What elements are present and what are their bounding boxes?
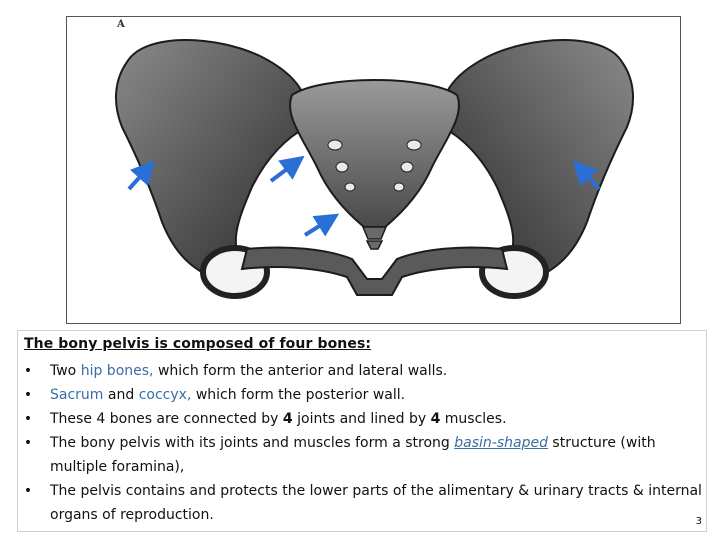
term-coccyx: coccyx,	[138, 387, 192, 403]
bullet-list	[18, 359, 706, 527]
left-ilium	[116, 40, 308, 277]
pubic-arch	[242, 247, 507, 295]
bullet-dot: •	[23, 387, 33, 403]
bullet-basin-structure: • The bony pelvis with its joints and muscles form a strong basin-shaped structure (with multiple foramina),	[18, 431, 706, 479]
bullet-joints-muscles: • These 4 bones are connected by 4 joints and lined by 4 muscles.	[18, 407, 706, 431]
bullet-dot: •	[23, 483, 33, 499]
bullet-dot: •	[23, 363, 33, 379]
basin-shaped-link[interactable]: basin-shaped	[454, 435, 548, 451]
coccyx	[363, 227, 386, 249]
pelvis-drawing	[67, 17, 681, 324]
figure-label: A	[117, 19, 125, 30]
term-sacrum: Sacrum	[50, 387, 104, 403]
term-hip-bones: hip bones,	[80, 363, 154, 379]
right-ilium	[441, 40, 633, 277]
bullet-sacrum-coccyx: • Sacrum and coccyx, which form the posterior wall.	[18, 383, 706, 407]
bullet-pelvis-contents: • The pelvis contains and protects the lower parts of the alimentary & urinary tracts & internal organs of reproduction.	[18, 479, 706, 527]
bullet-dot: •	[23, 435, 33, 451]
sacrum	[290, 80, 459, 227]
caption-box	[17, 330, 707, 532]
bullet-dot: •	[23, 411, 33, 427]
slide-heading: The bony pelvis is composed of four bones:	[24, 336, 372, 352]
pelvis-illustration	[66, 16, 681, 324]
page-number: 3	[695, 516, 702, 527]
bullet-hip-bones: • Two hip bones, which form the anterior and lateral walls.	[18, 359, 706, 383]
